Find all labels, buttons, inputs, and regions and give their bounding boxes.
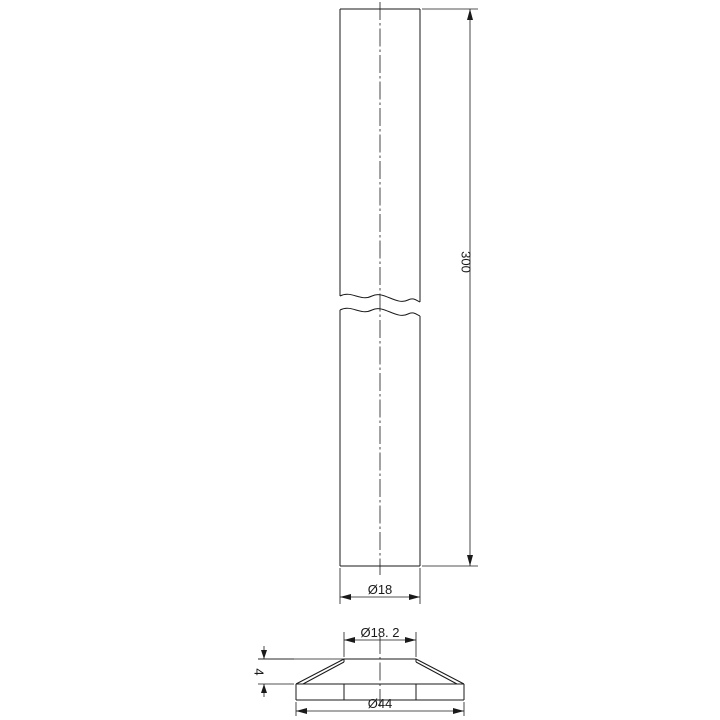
dimension-flange-height [258, 646, 344, 697]
dimension-text-flange-diameter: Ø44 [367, 696, 393, 711]
dimension-text-shaft-diameter: Ø18 [367, 582, 393, 597]
dimension-shaft-length [422, 9, 478, 566]
dimension-text-flange-height: 4 [251, 668, 267, 676]
dimension-text-flange-bore: Ø18. 2 [360, 625, 400, 640]
dimension-text-shaft-length: 300 [458, 251, 474, 273]
